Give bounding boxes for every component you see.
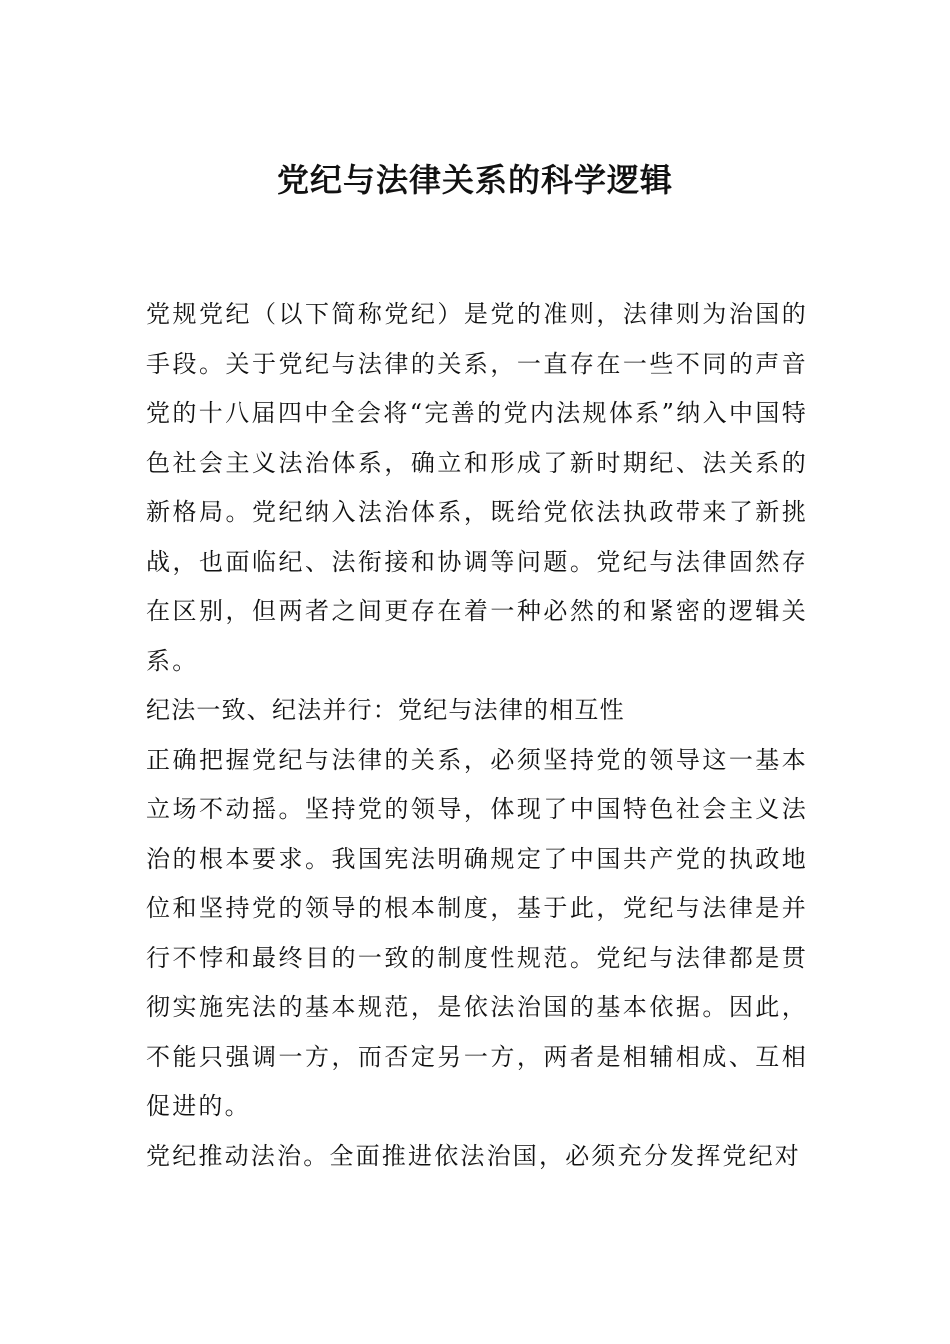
document-title: 党纪与法律关系的科学逻辑 — [276, 161, 673, 199]
paragraph-discipline-promotes-rule-of-law: 党纪推动法治。全面推进依法治国，必须充分发挥党纪对 — [146, 1141, 801, 1170]
paragraph-intro: 党规党纪（以下简称党纪）是党的准则，法律则为治国的手段。关于党纪与法律的关系，一直存在一些不同的声音党的十八届四中全会将“完善的党内法规体系”纳入中国特色社会主义法治体系，确立和形成了新时期纪、法关系的新格局。党纪纳入法治体系，既给党依法执政带来了新挑战，也面临纪、法衔接和协调等问题。党纪与法律固然存在区别，但两者之间更存在着一种必然的和紧密的逻辑关系。 — [146, 300, 808, 675]
paragraph-party-leadership: 正确把握党纪与法律的关系，必须坚持党的领导这一基本立场不动摇。坚持党的领导，体现了中国特色社会主义法治的根本要求。我国宪法明确规定了中国共产党的执政地位和坚持党的领导的根本制度，基于此，党纪与法律是并行不悖和最终目的一致的制度性规范。党纪与法律都是贯彻实施宪法的基本规范，是依法治国的基本依据。因此，不能只强调一方，而否定另一方，两者是相辅相成、互相促进的。 — [146, 745, 808, 1120]
document-body — [146, 290, 808, 1181]
section-heading: 纪法一致、纪法并行：党纪与法律的相互性 — [146, 696, 625, 724]
